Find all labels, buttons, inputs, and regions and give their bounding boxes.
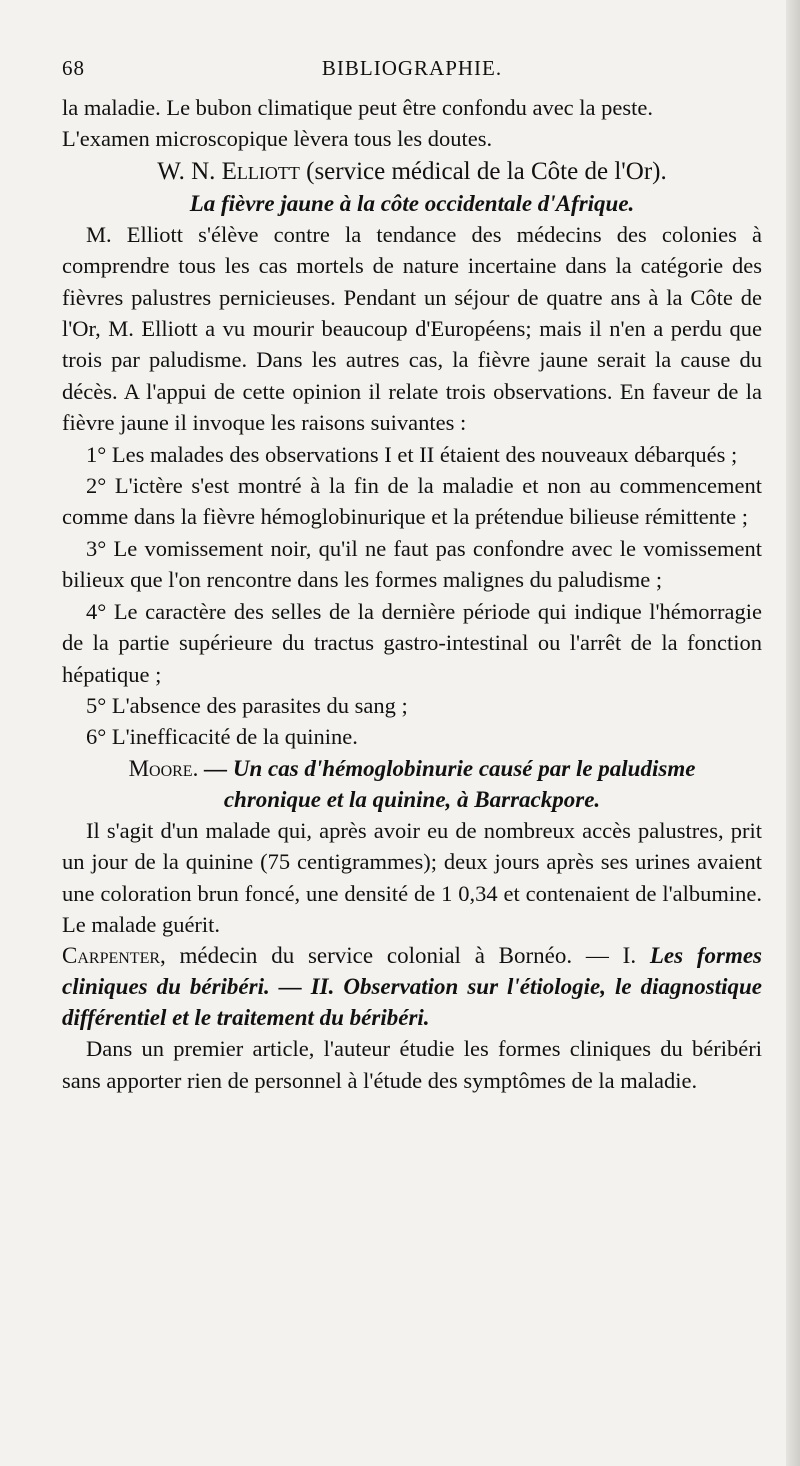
elliott-item-1: 1° Les malades des observations I et II étaient des nouveaux débarqués ; bbox=[86, 441, 738, 467]
elliott-paragraph: M. Elliott s'élève contre la tendance des médecins des colonies à comprendre tous les cas mortels de nature incertaine dans la catégorie des fièvres palustres pernicieuses. Pendant un séjour de quatre ans à la Côte de l'Or, M. Elliott a vu mourir beaucoup d'Européens; mais il n'en a perdu que trois par paludisme. Dans les autres cas, la fièvre jaune serait la cause du décès. A l'appui de cette opinion il relate trois observations. En faveur de la fièvre jaune il invoque les raisons suivantes : bbox=[62, 221, 762, 436]
moore-author: Moore. bbox=[128, 755, 199, 781]
running-title: BIBLIOGRAPHIE. bbox=[321, 56, 503, 80]
carpenter-paragraph: Dans un premier article, l'auteur étudie les formes cliniques du béribéri sans apporter rien de personnel à l'étude des symptômes de la maladie. bbox=[62, 1036, 762, 1093]
moore-paragraph: Il s'agit d'un malade qui, après avoir eu de nombreux accès palustres, prit un jour de la quinine (75 centigrammes); deux jours après ses urines avaient une coloration brun foncé, une densité de 1 0,34 et contenaient de l'albumine. Le malade guérit. bbox=[62, 817, 762, 937]
elliott-author: W. N. Elliott bbox=[157, 157, 300, 185]
moore-title-2: chronique et la quinine, à Barrackpore. bbox=[223, 786, 601, 812]
elliott-item-5: 5° L'absence des parasites du sang ; bbox=[86, 692, 408, 718]
carpenter-heading bbox=[62, 940, 762, 1033]
running-header bbox=[62, 56, 752, 81]
elliott-item-4: 4° Le caractère des selles de la dernière période qui indique l'hémorragie de la partie supérieure du tractus gastro-intestinal ou l'arrêt de la fonction hépatique ; bbox=[62, 598, 762, 687]
scan-edge-shadow bbox=[786, 0, 800, 1466]
moore-heading bbox=[62, 753, 762, 815]
elliott-item-6: 6° L'inefficacité de la quinine. bbox=[86, 724, 358, 750]
intro-line-2: L'examen microscopique lèvera tous les doutes. bbox=[62, 126, 493, 152]
elliott-affiliation: (service médical de la Côte de l'Or). bbox=[306, 157, 667, 185]
page-body bbox=[62, 92, 762, 1096]
moore-title-1: — Un cas d'hémoglobinurie causé par le paludisme bbox=[204, 755, 696, 781]
elliott-item-2: 2° L'ictère s'est montré à la fin de la maladie et non au commencement comme dans la fièvre hémoglobinurique et la prétendue bilieuse rémittente ; bbox=[62, 473, 762, 530]
elliott-item-3: 3° Le vomissement noir, qu'il ne faut pas confondre avec le vomissement bilieux que l'on rencontre dans les formes malignes du paludisme ; bbox=[62, 535, 762, 593]
page-number: 68 bbox=[62, 56, 85, 80]
carpenter-title: Les formes cliniques du béribéri. — II. Observation sur l'étiologie, le diagnostique différentiel et le traitement du béribéri. bbox=[62, 943, 762, 1031]
carpenter-author: Carpenter, bbox=[62, 943, 166, 969]
elliott-title: La fièvre jaune à la côte occidentale d'Afrique. bbox=[189, 190, 635, 216]
carpenter-affiliation: médecin du service colonial à Bornéo. — I. bbox=[179, 943, 637, 969]
elliott-heading bbox=[62, 155, 762, 188]
intro-line-1: la maladie. Le bubon climatique peut être confondu avec la peste. bbox=[62, 95, 654, 120]
